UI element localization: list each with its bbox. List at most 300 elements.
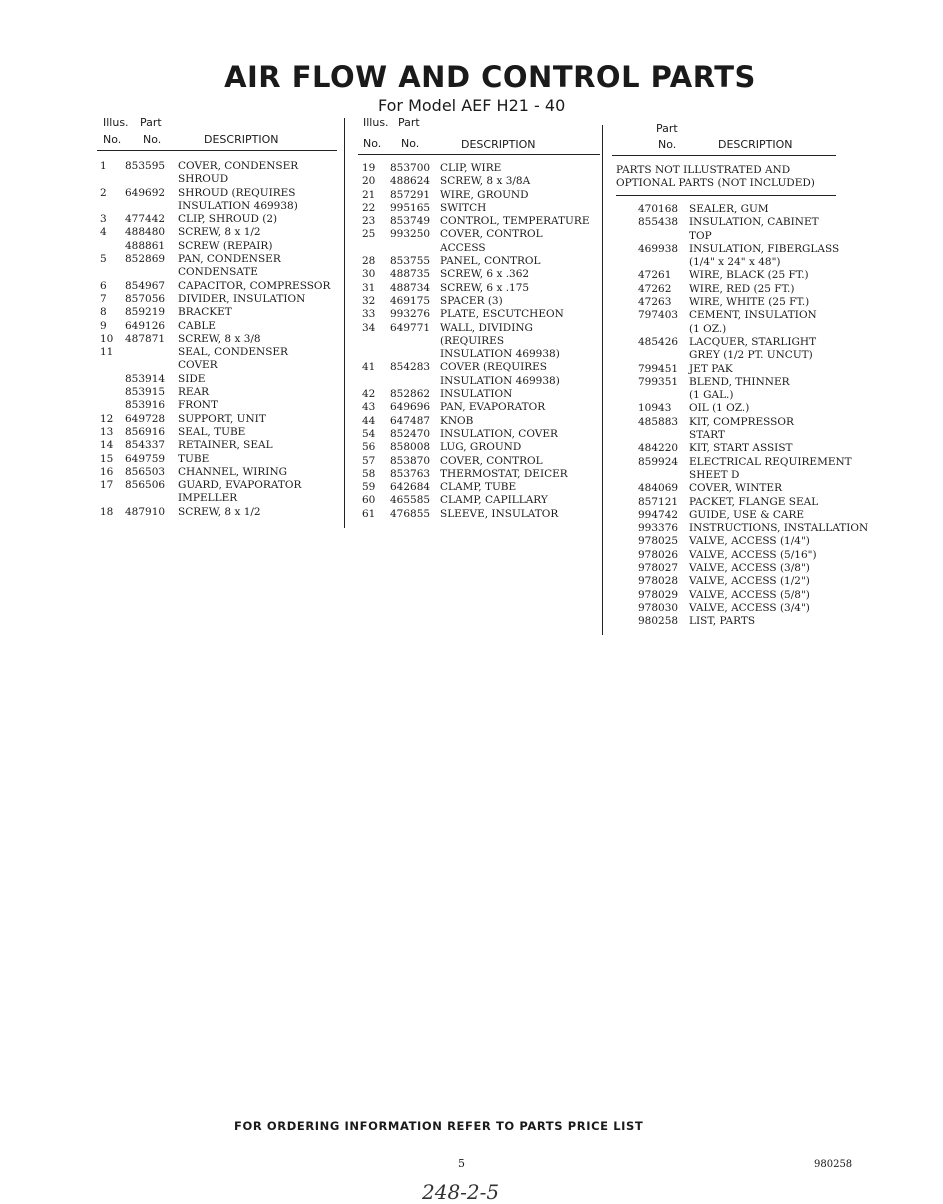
part-number: 469938: [638, 242, 679, 255]
part-number: 856503: [125, 465, 166, 478]
part-description: INSULATION, COVER: [440, 427, 558, 440]
table-row: [100, 293, 340, 306]
illus-number: 23: [362, 215, 376, 228]
table-row: [362, 228, 600, 241]
part-number: 10943: [638, 402, 672, 415]
part-description: WIRE, BLACK (25 FT.): [689, 269, 809, 282]
table-row: [100, 160, 340, 173]
table-row: [362, 388, 600, 401]
part-description: LACQUER, STARLIGHT: [689, 335, 817, 348]
part-number: 642684: [390, 481, 431, 494]
part-description: REAR: [178, 386, 210, 399]
part-description: COVER, CONDENSER: [178, 160, 299, 172]
illus-label: Illus.: [103, 116, 129, 129]
part-description: COVER: [178, 359, 218, 372]
part-number: 797403: [638, 309, 679, 322]
part-number: 993250: [390, 228, 431, 241]
table-row: [362, 282, 600, 295]
illus-number: 60: [362, 494, 376, 507]
part-number: 857291: [390, 188, 431, 201]
part-number: 485883: [638, 415, 679, 428]
part-description: VALVE, ACCESS (5/8"): [689, 588, 810, 601]
part-number: 487871: [125, 332, 166, 345]
table-row: [638, 615, 870, 628]
part-number: 488624: [390, 175, 431, 188]
part-number: 993276: [390, 308, 431, 321]
table-row: [638, 562, 870, 575]
part-description: VALVE, ACCESS (1/2"): [689, 575, 810, 588]
part-number: 978027: [638, 562, 679, 575]
part-description: INSTRUCTIONS, INSTALLATION: [689, 522, 869, 535]
table-row: [100, 253, 340, 266]
part-number: 47261: [638, 269, 672, 282]
table-row: [100, 399, 340, 412]
illus-number: 9: [100, 319, 107, 332]
table-row: [100, 280, 340, 293]
table-row: [638, 269, 870, 282]
part-description: CONDENSATE: [178, 266, 258, 279]
table-row: [638, 442, 870, 455]
part-description: KNOB: [440, 414, 474, 427]
part-description: CLIP, WIRE: [440, 162, 502, 174]
part-description: SCREW (REPAIR): [178, 239, 273, 252]
illus-number: 58: [362, 467, 376, 480]
table-row: [100, 266, 340, 279]
part-description: COVER, CONTROL: [440, 228, 543, 241]
part-description: TOP: [689, 229, 712, 242]
part-description: THERMOSTAT, DEICER: [440, 467, 568, 480]
illus-number: 17: [100, 479, 114, 492]
table-row: [100, 426, 340, 439]
part-description: CLIP, SHROUD (2): [178, 213, 278, 226]
illus-number: 8: [100, 306, 107, 319]
illus-number: 1: [100, 160, 107, 172]
no-label: No.: [103, 133, 122, 146]
table-row: [638, 509, 870, 522]
part-number: 853700: [390, 162, 431, 174]
part-number: 978025: [638, 535, 679, 548]
part-number: 484220: [638, 442, 679, 455]
table-row: [362, 162, 600, 175]
part-description: KIT, START ASSIST: [689, 442, 793, 455]
part-number: 978026: [638, 548, 679, 561]
part-number: 465585: [390, 494, 431, 507]
part-description: INSULATION 469938): [440, 348, 560, 361]
part-description: COVER, WINTER: [689, 482, 782, 495]
illus-number: 61: [362, 507, 376, 520]
part-number: 853749: [390, 215, 431, 228]
part-number: 994742: [638, 508, 679, 521]
part-description: GUARD, EVAPORATOR: [178, 479, 302, 492]
part-number: 993376: [638, 522, 679, 535]
part-description: SUPPORT, UNIT: [178, 412, 266, 425]
illus-number: 31: [362, 281, 376, 294]
table-row: [638, 203, 870, 216]
part-number: 856916: [125, 425, 166, 438]
part-number: 853595: [125, 160, 166, 172]
table-row: [638, 482, 870, 495]
table-row: [100, 386, 340, 399]
table-row: [638, 363, 870, 376]
not-illustrated-heading: [616, 164, 838, 191]
table-row: [638, 469, 870, 482]
table-row: [638, 349, 870, 362]
illus-number: 11: [100, 346, 114, 359]
part-number: 649728: [125, 412, 166, 425]
part-description: (1 OZ.): [689, 322, 727, 335]
part-description: INSULATION, CABINET: [689, 216, 819, 229]
part-number: 649759: [125, 452, 166, 465]
part-description: SEAL, CONDENSER: [178, 346, 288, 359]
part-number: 649771: [390, 321, 431, 334]
part-description: JET PAK: [689, 362, 733, 375]
part-description: COVER, CONTROL: [440, 454, 543, 467]
part-number: 476855: [390, 507, 431, 520]
table-row: [362, 255, 600, 268]
part-description: ACCESS: [440, 241, 486, 254]
part-label: Part: [140, 116, 162, 129]
table-row: [638, 323, 870, 336]
part-number: 649692: [125, 186, 166, 199]
part-number: 47263: [638, 296, 672, 309]
part-description: PACKET, FLANGE SEAL: [689, 495, 819, 508]
part-description: GREY (1/2 PT. UNCUT): [689, 349, 813, 362]
table-row: [638, 296, 870, 309]
part-description: RETAINER, SEAL: [178, 439, 273, 452]
illus-number: 41: [362, 361, 376, 374]
illus-number: 3: [100, 213, 107, 226]
table-row: [100, 506, 340, 519]
table-row: [100, 413, 340, 426]
part-label: Part: [398, 116, 420, 129]
table-row: [638, 283, 870, 296]
part-description: SWITCH: [440, 201, 487, 214]
part-description: VALVE, ACCESS (3/4"): [689, 601, 810, 614]
part-description: LUG, GROUND: [440, 441, 522, 454]
table-row: [362, 215, 600, 228]
part-number: 852869: [125, 253, 166, 266]
part-number: 859219: [125, 306, 166, 319]
table-row: [100, 226, 340, 239]
part-number: 995165: [390, 201, 431, 214]
part-number: 857121: [638, 495, 679, 508]
table-row: [638, 602, 870, 615]
part-number: 488480: [125, 226, 166, 239]
illus-number: 32: [362, 294, 376, 307]
part-description: INSULATION 469938): [440, 374, 560, 387]
no-label: No.: [363, 137, 382, 150]
part-number: 470168: [638, 203, 679, 215]
part-number: 857056: [125, 292, 166, 305]
table-row: [362, 428, 600, 441]
illus-number: 33: [362, 308, 376, 321]
part-number: 799451: [638, 362, 679, 375]
table-row: [362, 481, 600, 494]
heading-line: OPTIONAL PARTS (NOT INCLUDED): [616, 177, 815, 190]
illus-number: 2: [100, 186, 107, 199]
table-row: [100, 466, 340, 479]
table-row: [638, 429, 870, 442]
table-row: [100, 492, 340, 505]
part-description: SCREW, 8 x 1/2: [178, 505, 261, 518]
description-label: DESCRIPTION: [718, 138, 793, 151]
part-number: 477442: [125, 213, 166, 226]
column-divider: [602, 125, 603, 635]
part-description: VALVE, ACCESS (3/8"): [689, 562, 810, 575]
table-row: [100, 333, 340, 346]
table-row: [100, 200, 340, 213]
table-row: [100, 240, 340, 253]
part-number: 488735: [390, 268, 431, 281]
part-number: 488861: [125, 239, 166, 252]
table-row: [638, 389, 870, 402]
illus-number: 30: [362, 268, 376, 281]
part-description: SLEEVE, INSULATOR: [440, 507, 559, 520]
col1-header-rule: [97, 150, 337, 151]
table-row: [362, 441, 600, 454]
table-row: [362, 242, 600, 255]
part-description: (1/4" x 24" x 48"): [689, 256, 781, 269]
col3-header: [656, 122, 856, 154]
table-row: [638, 416, 870, 429]
document-code: 980258: [814, 1159, 853, 1170]
part-description: CONTROL, TEMPERATURE: [440, 215, 590, 228]
table-row: [362, 335, 600, 348]
part-number: 47262: [638, 282, 672, 295]
part-number: 484069: [638, 482, 679, 495]
part-number: 859924: [638, 455, 679, 468]
part-number: 853914: [125, 372, 166, 385]
table-row: [100, 359, 340, 372]
part-number: 485426: [638, 335, 679, 348]
part-number: 978029: [638, 588, 679, 601]
page-title: AIR FLOW AND CONTROL PARTS: [224, 60, 756, 94]
illus-number: 18: [100, 505, 114, 518]
part-number: 649696: [390, 401, 431, 414]
part-description: INSULATION: [440, 388, 513, 401]
table-row: [100, 320, 340, 333]
part-description: COVER (REQUIRES: [440, 361, 547, 374]
part-description: SCREW, 8 x 3/8: [178, 332, 261, 345]
part-description: SHROUD (REQUIRES: [178, 186, 296, 199]
no-label: No.: [401, 137, 420, 150]
table-row: [638, 535, 870, 548]
part-description: TUBE: [178, 452, 210, 465]
part-number: 855438: [638, 216, 679, 229]
table-row: [362, 375, 600, 388]
table-row: [100, 453, 340, 466]
part-number: 469175: [390, 294, 431, 307]
part-description: START: [689, 429, 725, 442]
part-description: INSULATION 469938): [178, 199, 298, 212]
part-description: INSULATION, FIBERGLASS: [689, 242, 840, 255]
part-description: DIVIDER, INSULATION: [178, 292, 306, 305]
illus-number: 14: [100, 439, 114, 452]
part-number: 854967: [125, 279, 166, 292]
no-label: No.: [658, 138, 677, 151]
parts-list-column-3: [638, 203, 870, 629]
illus-number: 43: [362, 401, 376, 414]
table-row: [362, 308, 600, 321]
part-number: 978030: [638, 601, 679, 614]
description-label: DESCRIPTION: [204, 133, 279, 146]
ordering-info-footer: FOR ORDERING INFORMATION REFER TO PARTS PRICE LIST: [234, 1119, 644, 1133]
table-row: [638, 243, 870, 256]
part-description: ELECTRICAL REQUIREMENT: [689, 455, 852, 468]
part-number: 854337: [125, 439, 166, 452]
part-description: WALL, DIVIDING: [440, 321, 533, 334]
table-row: [362, 508, 600, 521]
handwritten-note: 248-2-5: [422, 1180, 500, 1204]
part-description: CLAMP, TUBE: [440, 481, 517, 494]
part-number: 853870: [390, 454, 431, 467]
illus-number: 6: [100, 279, 107, 292]
table-row: [100, 479, 340, 492]
col3-header-rule: [612, 155, 836, 156]
parts-list-column-2: [362, 162, 600, 521]
illus-number: 44: [362, 414, 376, 427]
part-description: SIDE: [178, 372, 206, 385]
part-number: 649126: [125, 319, 166, 332]
part-number: 853916: [125, 399, 166, 412]
part-description: PAN, CONDENSER: [178, 253, 281, 266]
table-row: [638, 402, 870, 415]
table-row: [638, 230, 870, 243]
part-number: 853755: [390, 255, 431, 268]
col2-header: [363, 116, 603, 151]
part-description: SEALER, GUM: [689, 203, 769, 215]
part-description: CAPACITOR, COMPRESSOR: [178, 279, 331, 292]
part-number: 858008: [390, 441, 431, 454]
table-row: [638, 216, 870, 229]
part-description: SCREW, 6 x .175: [440, 281, 530, 294]
part-description: WIRE, RED (25 FT.): [689, 282, 795, 295]
col1-header: [103, 116, 343, 148]
table-row: [362, 202, 600, 215]
illus-number: 5: [100, 253, 107, 266]
illus-number: 59: [362, 481, 376, 494]
table-row: [638, 549, 870, 562]
part-description: CABLE: [178, 319, 216, 332]
part-description: KIT, COMPRESSOR: [689, 415, 794, 428]
no-label: No.: [143, 133, 162, 146]
heading-underline: [616, 195, 836, 196]
part-description: (REQUIRES: [440, 334, 505, 347]
table-row: [362, 295, 600, 308]
page-number: 5: [458, 1157, 465, 1170]
illus-number: 19: [362, 162, 376, 174]
table-row: [100, 187, 340, 200]
part-description: WIRE, WHITE (25 FT.): [689, 296, 810, 309]
table-row: [362, 468, 600, 481]
table-row: [100, 439, 340, 452]
part-description: FRONT: [178, 399, 218, 412]
illus-number: 4: [100, 226, 107, 239]
part-number: 978028: [638, 575, 679, 588]
table-row: [362, 189, 600, 202]
illus-number: 12: [100, 412, 114, 425]
part-description: WIRE, GROUND: [440, 188, 529, 201]
part-description: SCREW, 8 x 1/2: [178, 226, 261, 239]
part-number: 487910: [125, 505, 166, 518]
table-row: [638, 256, 870, 269]
part-number: 488734: [390, 281, 431, 294]
part-description: GUIDE, USE & CARE: [689, 508, 805, 521]
table-row: [638, 589, 870, 602]
illus-label: Illus.: [363, 116, 389, 129]
part-description: VALVE, ACCESS (1/4"): [689, 535, 810, 548]
part-description: VALVE, ACCESS (5/16"): [689, 548, 817, 561]
illus-number: 15: [100, 452, 114, 465]
part-number: 856506: [125, 479, 166, 492]
illus-number: 13: [100, 425, 114, 438]
part-description: SCREW, 8 x 3/8A: [440, 175, 531, 188]
part-label: Part: [656, 122, 678, 135]
part-description: PANEL, CONTROL: [440, 255, 541, 268]
part-description: BLEND, THINNER: [689, 375, 790, 388]
part-description: PLATE, ESCUTCHEON: [440, 308, 564, 321]
heading-line: PARTS NOT ILLUSTRATED AND: [616, 164, 791, 176]
illus-number: 56: [362, 441, 376, 454]
table-row: [362, 175, 600, 188]
illus-number: 25: [362, 228, 376, 241]
part-description: PAN, EVAPORATOR: [440, 401, 546, 414]
illus-number: 21: [362, 188, 376, 201]
table-row: [362, 455, 600, 468]
table-row: [100, 373, 340, 386]
table-row: [362, 401, 600, 414]
table-row: [100, 306, 340, 319]
table-row: [362, 361, 600, 374]
illus-number: 28: [362, 255, 376, 268]
part-number: 647487: [390, 414, 431, 427]
table-row: [638, 496, 870, 509]
part-description: BRACKET: [178, 306, 232, 319]
table-row: [100, 173, 340, 186]
illus-number: 22: [362, 201, 376, 214]
part-number: 852470: [390, 427, 431, 440]
part-number: 980258: [638, 615, 679, 628]
illus-number: 42: [362, 388, 376, 401]
table-row: [638, 376, 870, 389]
table-row: [362, 348, 600, 361]
illus-number: 20: [362, 175, 376, 188]
part-description: CEMENT, INSULATION: [689, 309, 817, 322]
model-subtitle: For Model AEF H21 - 40: [378, 96, 566, 115]
illus-number: 10: [100, 332, 114, 345]
part-number: 853763: [390, 467, 431, 480]
part-description: SPACER (3): [440, 294, 503, 307]
part-description: CHANNEL, WIRING: [178, 465, 288, 478]
col2-header-rule: [358, 154, 600, 155]
table-row: [362, 322, 600, 335]
table-row: [638, 336, 870, 349]
description-label: DESCRIPTION: [461, 138, 536, 151]
part-number: 854283: [390, 361, 431, 374]
part-description: LIST, PARTS: [689, 615, 756, 628]
part-number: 799351: [638, 375, 679, 388]
illus-number: 57: [362, 454, 376, 467]
part-description: SEAL, TUBE: [178, 425, 246, 438]
illus-number: 34: [362, 321, 376, 334]
parts-list-column-1: [100, 160, 340, 519]
illus-number: 54: [362, 427, 376, 440]
table-row: [638, 456, 870, 469]
part-description: SHEET D: [689, 468, 740, 481]
part-description: CLAMP, CAPILLARY: [440, 494, 548, 507]
part-number: 852862: [390, 388, 431, 401]
table-row: [638, 522, 870, 535]
